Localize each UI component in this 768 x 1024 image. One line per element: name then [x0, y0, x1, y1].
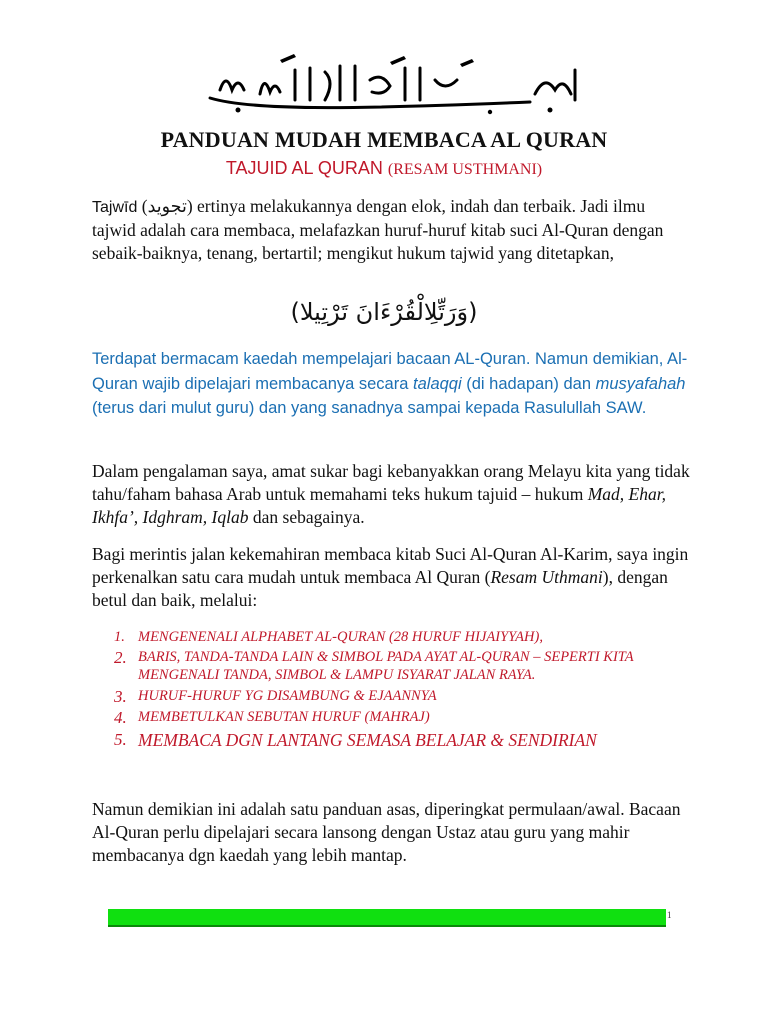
intro-paragraph — [92, 195, 692, 265]
step-number: 4. — [114, 708, 127, 727]
list-item — [92, 708, 712, 727]
quran-verse: (وَرَتِّلِالْقُرْءَانَ تَرْتِيلا) — [290, 298, 478, 326]
method-paragraph — [92, 543, 692, 612]
method-note-part1: Terdapat bermacam kaedah mempelajari bacaan AL-Quran. Namun demikian, Al-Quran wajib dipelajari membacanya secara — [92, 350, 688, 393]
subtitle-paren: (RESAM USTHMANI) — [387, 161, 543, 178]
step-number: 3. — [114, 687, 127, 706]
subtitle-main: TAJUID AL QURAN — [225, 158, 383, 178]
tajwid-arabic: (تجويد) — [141, 196, 193, 216]
list-item — [92, 729, 712, 751]
intro-text: ertinya melakukannya dengan elok, indah dan terbaik. Jadi ilmu tajwid adalah cara membaca, melafazkan huruf-huruf kitab suci Al-Quran dengan sebaik-baiknya, tenang, bertartil; mengikut hukum tajwid yang ditetapkan, — [92, 196, 664, 263]
closing-paragraph: Namun demikian ini adalah satu panduan asas, diperingkat permulaan/awal. Bacaan Al-Quran perlu dipelajari secara lansong dengan Ustaz atau guru yang mahir membacanya dgn kaedah yang lebih mantap. — [92, 799, 681, 865]
page-number: 1 — [667, 910, 672, 920]
step-text: BARIS, TANDA-TANDA LAIN & SIMBOL PADA AYAT AL-QURAN – SEPERTI KITA MENGENALI TANDA, SIMBOL & LAMPU ISYARAT JALAN RAYA. — [138, 649, 634, 683]
list-item — [92, 649, 712, 684]
musyafahah-term: musyafahah — [595, 374, 686, 393]
page-title: PANDUAN MUDAH MEMBACA AL QURAN — [160, 127, 608, 152]
list-item — [92, 628, 712, 647]
experience-end: dan sebagainya. — [252, 507, 365, 527]
experience-text: Dalam pengalaman saya, amat sukar bagi kebanyakkan orang Melayu kita yang tidak tahu/faham bahasa Arab untuk memahami teks hukum tajuid – hukum — [92, 461, 690, 504]
step-text: MEMBACA DGN LANTANG SEMASA BELAJAR & SENDIRIAN — [138, 730, 597, 750]
tajwid-rules-terms: Mad, Ehar, Ikhfa’, Idghram, Iqlab — [92, 484, 666, 527]
method-note-part2: (di hadapan) dan — [466, 374, 591, 393]
step-number: 2. — [114, 648, 127, 667]
talaqqi-term: talaqqi — [413, 374, 462, 393]
list-item — [92, 687, 712, 706]
step-number: 5. — [114, 730, 127, 749]
method-text: Bagi merintis jalan kekemahiran membaca kitab Suci Al-Quran Al-Karim, saya ingin perkenalkan satu cara mudah untuk membaca Al Quran ( — [92, 544, 689, 587]
method-end: ), dengan betul dan baik, melalui: — [92, 567, 668, 610]
step-number: 1. — [114, 629, 125, 645]
method-note-paragraph — [92, 347, 692, 421]
tajwid-term: Tajwīd — [92, 199, 138, 216]
resam-term: Resam Uthmani — [490, 567, 603, 587]
bismillah-calligraphy — [190, 50, 590, 120]
svg-text:بِسْمِ ٱللَّهِ ٱلرَّحْمَٰنِ ٱل: بِسْمِ ٱللَّهِ ٱلرَّحْمَٰنِ ٱلرَّحِيمِ — [190, 50, 202, 51]
page-subtitle — [0, 158, 768, 179]
step-text: HURUF-HURUF YG DISAMBUNG & EJAANNYA — [138, 688, 437, 704]
step-text: MEMBETULKAN SEBUTAN HURUF (MAHRAJ) — [138, 709, 430, 725]
steps-list — [92, 628, 712, 751]
green-divider-bar — [108, 909, 666, 927]
method-note-part3: (terus dari mulut guru) dan yang sanadnya sampai kepada Rasulullah SAW. — [92, 399, 647, 417]
step-text: MENGENENALI ALPHABET AL-QURAN (28 HURUF HIJAIYYAH), — [138, 629, 543, 645]
experience-paragraph — [92, 460, 692, 529]
